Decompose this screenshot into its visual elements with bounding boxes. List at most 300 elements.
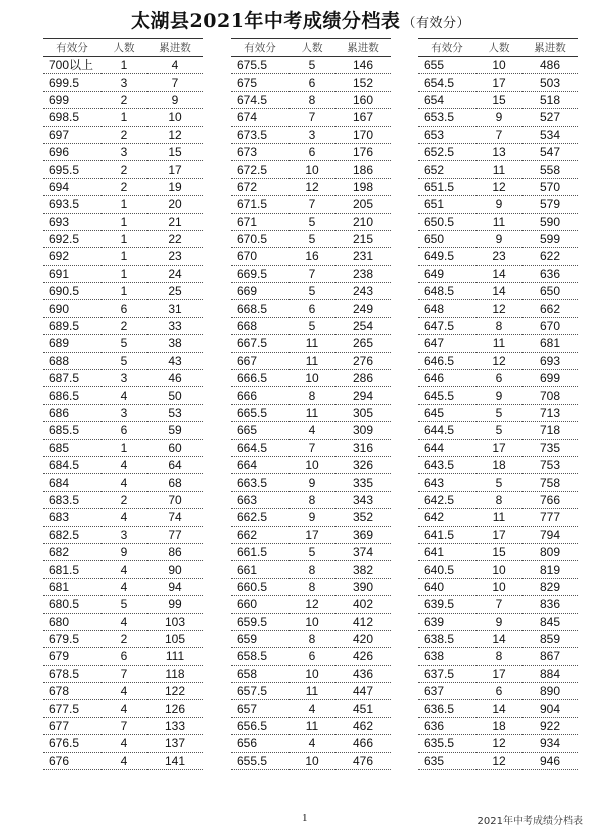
cell-score: 649 [418, 265, 476, 282]
cell-cumulative: 43 [147, 352, 203, 369]
cell-cumulative: 534 [522, 126, 578, 143]
cell-score: 674 [231, 109, 289, 126]
cell-cumulative: 19 [147, 178, 203, 195]
cell-count: 2 [101, 317, 147, 334]
table-row [231, 665, 391, 682]
cell-cumulative: 231 [335, 248, 391, 265]
cell-score: 675 [231, 74, 289, 91]
cell-cumulative: 118 [147, 665, 203, 682]
cell-count: 4 [101, 509, 147, 526]
table-row [418, 335, 578, 352]
table-row [43, 213, 203, 230]
table-row [418, 283, 578, 300]
cell-score: 662.5 [231, 509, 289, 526]
cell-cumulative: 735 [522, 439, 578, 456]
cell-score: 662 [231, 526, 289, 543]
table-row [43, 283, 203, 300]
cell-score: 689.5 [43, 317, 101, 334]
cell-cumulative: 718 [522, 422, 578, 439]
page-number: 1 [302, 812, 308, 824]
score-table-column-1 [43, 38, 203, 770]
table-row [43, 648, 203, 665]
cell-count: 8 [289, 578, 335, 595]
cell-score: 642.5 [418, 491, 476, 508]
table-row [231, 230, 391, 247]
cell-count: 14 [476, 630, 522, 647]
cell-count: 10 [476, 578, 522, 595]
cell-cumulative: 890 [522, 683, 578, 700]
cell-cumulative: 205 [335, 196, 391, 213]
table-row [418, 543, 578, 560]
cell-cumulative: 382 [335, 561, 391, 578]
cell-score: 635.5 [418, 735, 476, 752]
score-table [231, 38, 391, 770]
cell-score: 658.5 [231, 648, 289, 665]
cell-score: 684 [43, 474, 101, 491]
cell-cumulative: 884 [522, 665, 578, 682]
cell-count: 1 [101, 109, 147, 126]
cell-cumulative: 160 [335, 91, 391, 108]
cell-cumulative: 766 [522, 491, 578, 508]
cell-cumulative: 23 [147, 248, 203, 265]
table-row [231, 370, 391, 387]
cell-count: 8 [289, 630, 335, 647]
table-row [231, 596, 391, 613]
cell-score: 680.5 [43, 596, 101, 613]
cell-score: 692.5 [43, 230, 101, 247]
cell-count: 10 [289, 370, 335, 387]
cell-cumulative: 167 [335, 109, 391, 126]
cell-score: 676.5 [43, 735, 101, 752]
cell-count: 4 [101, 613, 147, 630]
table-row [43, 526, 203, 543]
table-row [231, 300, 391, 317]
cell-score: 667 [231, 352, 289, 369]
cell-cumulative: 86 [147, 543, 203, 560]
table-row [231, 213, 391, 230]
table-row [418, 230, 578, 247]
table-row [231, 248, 391, 265]
cell-score: 635 [418, 752, 476, 769]
cell-count: 1 [101, 248, 147, 265]
cell-cumulative: 904 [522, 700, 578, 717]
cell-count: 17 [476, 526, 522, 543]
cell-count: 14 [476, 700, 522, 717]
cell-cumulative: 335 [335, 474, 391, 491]
table-row [231, 752, 391, 769]
cell-count: 4 [289, 700, 335, 717]
cell-score: 699 [43, 91, 101, 108]
cell-count: 7 [101, 717, 147, 734]
cell-score: 678 [43, 683, 101, 700]
cell-cumulative: 94 [147, 578, 203, 595]
cell-score: 650 [418, 230, 476, 247]
table-row [231, 143, 391, 160]
table-row [43, 178, 203, 195]
cell-score: 681 [43, 578, 101, 595]
cell-count: 4 [101, 456, 147, 473]
cell-count: 8 [476, 317, 522, 334]
cell-score: 645.5 [418, 387, 476, 404]
cell-cumulative: 922 [522, 717, 578, 734]
table-row [43, 665, 203, 682]
table-row [43, 404, 203, 421]
cell-cumulative: 186 [335, 161, 391, 178]
cell-cumulative: 198 [335, 178, 391, 195]
cell-count: 1 [101, 196, 147, 213]
cell-count: 7 [101, 665, 147, 682]
cell-count: 4 [101, 700, 147, 717]
cell-score: 683 [43, 509, 101, 526]
cell-cumulative: 141 [147, 752, 203, 769]
cell-cumulative: 12 [147, 126, 203, 143]
cell-cumulative: 451 [335, 700, 391, 717]
cell-score: 668.5 [231, 300, 289, 317]
cell-cumulative: 126 [147, 700, 203, 717]
cell-score: 643 [418, 474, 476, 491]
table-row [231, 161, 391, 178]
table-row [231, 317, 391, 334]
table-row [43, 57, 203, 74]
table-row [418, 143, 578, 160]
table-row [418, 74, 578, 91]
cell-count: 11 [476, 335, 522, 352]
cell-score: 637 [418, 683, 476, 700]
table-row [43, 509, 203, 526]
header-cumulative: 累进数 [335, 39, 391, 57]
cell-count: 4 [101, 578, 147, 595]
cell-score: 672.5 [231, 161, 289, 178]
table-row [43, 596, 203, 613]
cell-cumulative: 829 [522, 578, 578, 595]
table-row [418, 491, 578, 508]
cell-count: 6 [101, 648, 147, 665]
cell-score: 651 [418, 196, 476, 213]
cell-count: 14 [476, 265, 522, 282]
cell-score: 641 [418, 543, 476, 560]
cell-cumulative: 590 [522, 213, 578, 230]
table-row [231, 387, 391, 404]
table-row [43, 613, 203, 630]
cell-count: 6 [476, 683, 522, 700]
cell-score: 650.5 [418, 213, 476, 230]
header-cumulative: 累进数 [522, 39, 578, 57]
table-row [231, 526, 391, 543]
header-row [231, 39, 391, 57]
cell-cumulative: 15 [147, 143, 203, 160]
table-row [418, 317, 578, 334]
cell-cumulative: 579 [522, 196, 578, 213]
cell-score: 656.5 [231, 717, 289, 734]
table-row [418, 683, 578, 700]
page-title [0, 6, 601, 33]
cell-score: 682.5 [43, 526, 101, 543]
table-row [231, 630, 391, 647]
cell-count: 6 [101, 422, 147, 439]
cell-count: 3 [101, 74, 147, 91]
cell-count: 10 [289, 665, 335, 682]
table-row [43, 317, 203, 334]
cell-score: 665.5 [231, 404, 289, 421]
cell-score: 651.5 [418, 178, 476, 195]
cell-score: 666 [231, 387, 289, 404]
cell-count: 5 [476, 404, 522, 421]
table-row [418, 735, 578, 752]
cell-count: 9 [476, 613, 522, 630]
cell-cumulative: 74 [147, 509, 203, 526]
cell-cumulative: 476 [335, 752, 391, 769]
table-row [418, 752, 578, 769]
cell-count: 5 [289, 283, 335, 300]
table-row [231, 404, 391, 421]
table-row [231, 735, 391, 752]
table-row [231, 57, 391, 74]
cell-score: 659.5 [231, 613, 289, 630]
cell-score: 655 [418, 57, 476, 74]
cell-count: 2 [101, 178, 147, 195]
table-row [418, 717, 578, 734]
table-row [231, 126, 391, 143]
cell-cumulative: 836 [522, 596, 578, 613]
cell-score: 644.5 [418, 422, 476, 439]
cell-count: 23 [476, 248, 522, 265]
cell-count: 6 [101, 300, 147, 317]
cell-score: 664 [231, 456, 289, 473]
cell-cumulative: 622 [522, 248, 578, 265]
cell-score: 646 [418, 370, 476, 387]
cell-count: 5 [289, 230, 335, 247]
cell-cumulative: 286 [335, 370, 391, 387]
cell-cumulative: 111 [147, 648, 203, 665]
table-row [43, 161, 203, 178]
cell-score: 686 [43, 404, 101, 421]
cell-cumulative: 249 [335, 300, 391, 317]
cell-cumulative: 547 [522, 143, 578, 160]
cell-score: 671 [231, 213, 289, 230]
cell-cumulative: 133 [147, 717, 203, 734]
cell-score: 692 [43, 248, 101, 265]
cell-cumulative: 845 [522, 613, 578, 630]
table-row [43, 126, 203, 143]
cell-count: 2 [101, 126, 147, 143]
cell-count: 7 [476, 126, 522, 143]
cell-count: 6 [476, 370, 522, 387]
cell-count: 4 [101, 474, 147, 491]
cell-count: 10 [476, 57, 522, 74]
table-row [231, 265, 391, 282]
table-row [43, 265, 203, 282]
cell-count: 7 [289, 439, 335, 456]
cell-score: 678.5 [43, 665, 101, 682]
cell-count: 11 [289, 683, 335, 700]
cell-score: 649.5 [418, 248, 476, 265]
cell-count: 13 [476, 143, 522, 160]
table-row [43, 300, 203, 317]
cell-count: 5 [476, 474, 522, 491]
cell-cumulative: 21 [147, 213, 203, 230]
cell-score: 663.5 [231, 474, 289, 491]
cell-cumulative: 486 [522, 57, 578, 74]
cell-cumulative: 343 [335, 491, 391, 508]
table-row [43, 456, 203, 473]
table-row [418, 509, 578, 526]
cell-count: 14 [476, 283, 522, 300]
cell-count: 9 [476, 230, 522, 247]
cell-count: 8 [476, 648, 522, 665]
cell-cumulative: 122 [147, 683, 203, 700]
cell-score: 660.5 [231, 578, 289, 595]
cell-cumulative: 809 [522, 543, 578, 560]
cell-cumulative: 68 [147, 474, 203, 491]
cell-score: 663 [231, 491, 289, 508]
table-row [231, 491, 391, 508]
cell-count: 18 [476, 717, 522, 734]
cell-count: 8 [476, 491, 522, 508]
title-text: 太湖县2021年中考成绩分档表 [131, 10, 401, 32]
cell-score: 646.5 [418, 352, 476, 369]
table-row [418, 178, 578, 195]
cell-cumulative: 662 [522, 300, 578, 317]
score-table [43, 38, 203, 770]
cell-score: 673 [231, 143, 289, 160]
cell-cumulative: 426 [335, 648, 391, 665]
cell-count: 12 [476, 300, 522, 317]
table-row [231, 456, 391, 473]
cell-cumulative: 176 [335, 143, 391, 160]
cell-cumulative: 17 [147, 161, 203, 178]
cell-count: 10 [289, 456, 335, 473]
cell-count: 8 [289, 387, 335, 404]
cell-count: 5 [476, 422, 522, 439]
cell-cumulative: 309 [335, 422, 391, 439]
cell-count: 10 [289, 752, 335, 769]
cell-score: 639 [418, 613, 476, 630]
cell-cumulative: 238 [335, 265, 391, 282]
table-row [231, 335, 391, 352]
cell-score: 639.5 [418, 596, 476, 613]
cell-cumulative: 50 [147, 387, 203, 404]
header-count: 人数 [476, 39, 522, 57]
cell-cumulative: 503 [522, 74, 578, 91]
cell-score: 685.5 [43, 422, 101, 439]
cell-cumulative: 7 [147, 74, 203, 91]
cell-score: 657.5 [231, 683, 289, 700]
cell-score: 667.5 [231, 335, 289, 352]
cell-score: 655.5 [231, 752, 289, 769]
table-row [43, 561, 203, 578]
table-row [43, 543, 203, 560]
cell-score: 690 [43, 300, 101, 317]
cell-count: 1 [101, 230, 147, 247]
cell-score: 673.5 [231, 126, 289, 143]
cell-cumulative: 243 [335, 283, 391, 300]
cell-score: 669 [231, 283, 289, 300]
cell-cumulative: 462 [335, 717, 391, 734]
cell-score: 679.5 [43, 630, 101, 647]
table-row [418, 439, 578, 456]
table-row [418, 300, 578, 317]
cell-cumulative: 402 [335, 596, 391, 613]
table-row [43, 752, 203, 769]
cell-cumulative: 265 [335, 335, 391, 352]
cell-count: 5 [101, 335, 147, 352]
cell-score: 653.5 [418, 109, 476, 126]
table-row [231, 109, 391, 126]
cell-score: 640.5 [418, 561, 476, 578]
table-row [43, 370, 203, 387]
cell-count: 11 [476, 509, 522, 526]
cell-count: 10 [476, 561, 522, 578]
cell-score: 636 [418, 717, 476, 734]
cell-score: 641.5 [418, 526, 476, 543]
footer-text: 2021年中考成绩分档表 [477, 816, 583, 827]
table-row [43, 735, 203, 752]
cell-cumulative: 146 [335, 57, 391, 74]
table-row [418, 352, 578, 369]
cell-count: 4 [101, 752, 147, 769]
cell-cumulative: 681 [522, 335, 578, 352]
cell-cumulative: 210 [335, 213, 391, 230]
cell-score: 652.5 [418, 143, 476, 160]
cell-cumulative: 867 [522, 648, 578, 665]
cell-score: 672 [231, 178, 289, 195]
cell-cumulative: 369 [335, 526, 391, 543]
cell-count: 2 [101, 491, 147, 508]
cell-cumulative: 31 [147, 300, 203, 317]
table-row [43, 474, 203, 491]
cell-cumulative: 103 [147, 613, 203, 630]
cell-score: 657 [231, 700, 289, 717]
score-table-column-2 [231, 38, 391, 770]
table-row [231, 91, 391, 108]
cell-score: 696 [43, 143, 101, 160]
table-row [43, 717, 203, 734]
table-row [231, 509, 391, 526]
cell-score: 640 [418, 578, 476, 595]
cell-cumulative: 25 [147, 283, 203, 300]
cell-cumulative: 152 [335, 74, 391, 91]
cell-count: 5 [101, 352, 147, 369]
header-score: 有效分 [231, 39, 289, 57]
cell-count: 4 [101, 735, 147, 752]
cell-count: 10 [289, 613, 335, 630]
table-row [418, 196, 578, 213]
table-row [43, 578, 203, 595]
cell-cumulative: 708 [522, 387, 578, 404]
cell-score: 681.5 [43, 561, 101, 578]
cell-cumulative: 374 [335, 543, 391, 560]
cell-score: 648.5 [418, 283, 476, 300]
cell-cumulative: 753 [522, 456, 578, 473]
cell-score: 700以上 [43, 57, 101, 74]
header-count: 人数 [289, 39, 335, 57]
cell-score: 638 [418, 648, 476, 665]
cell-count: 8 [289, 561, 335, 578]
cell-count: 2 [101, 91, 147, 108]
score-table [418, 38, 578, 770]
cell-cumulative: 10 [147, 109, 203, 126]
table-row [418, 474, 578, 491]
cell-cumulative: 20 [147, 196, 203, 213]
cell-cumulative: 46 [147, 370, 203, 387]
cell-score: 652 [418, 161, 476, 178]
cell-count: 11 [289, 717, 335, 734]
cell-score: 676 [43, 752, 101, 769]
table-row [43, 630, 203, 647]
cell-count: 9 [101, 543, 147, 560]
cell-cumulative: 819 [522, 561, 578, 578]
table-row [418, 248, 578, 265]
